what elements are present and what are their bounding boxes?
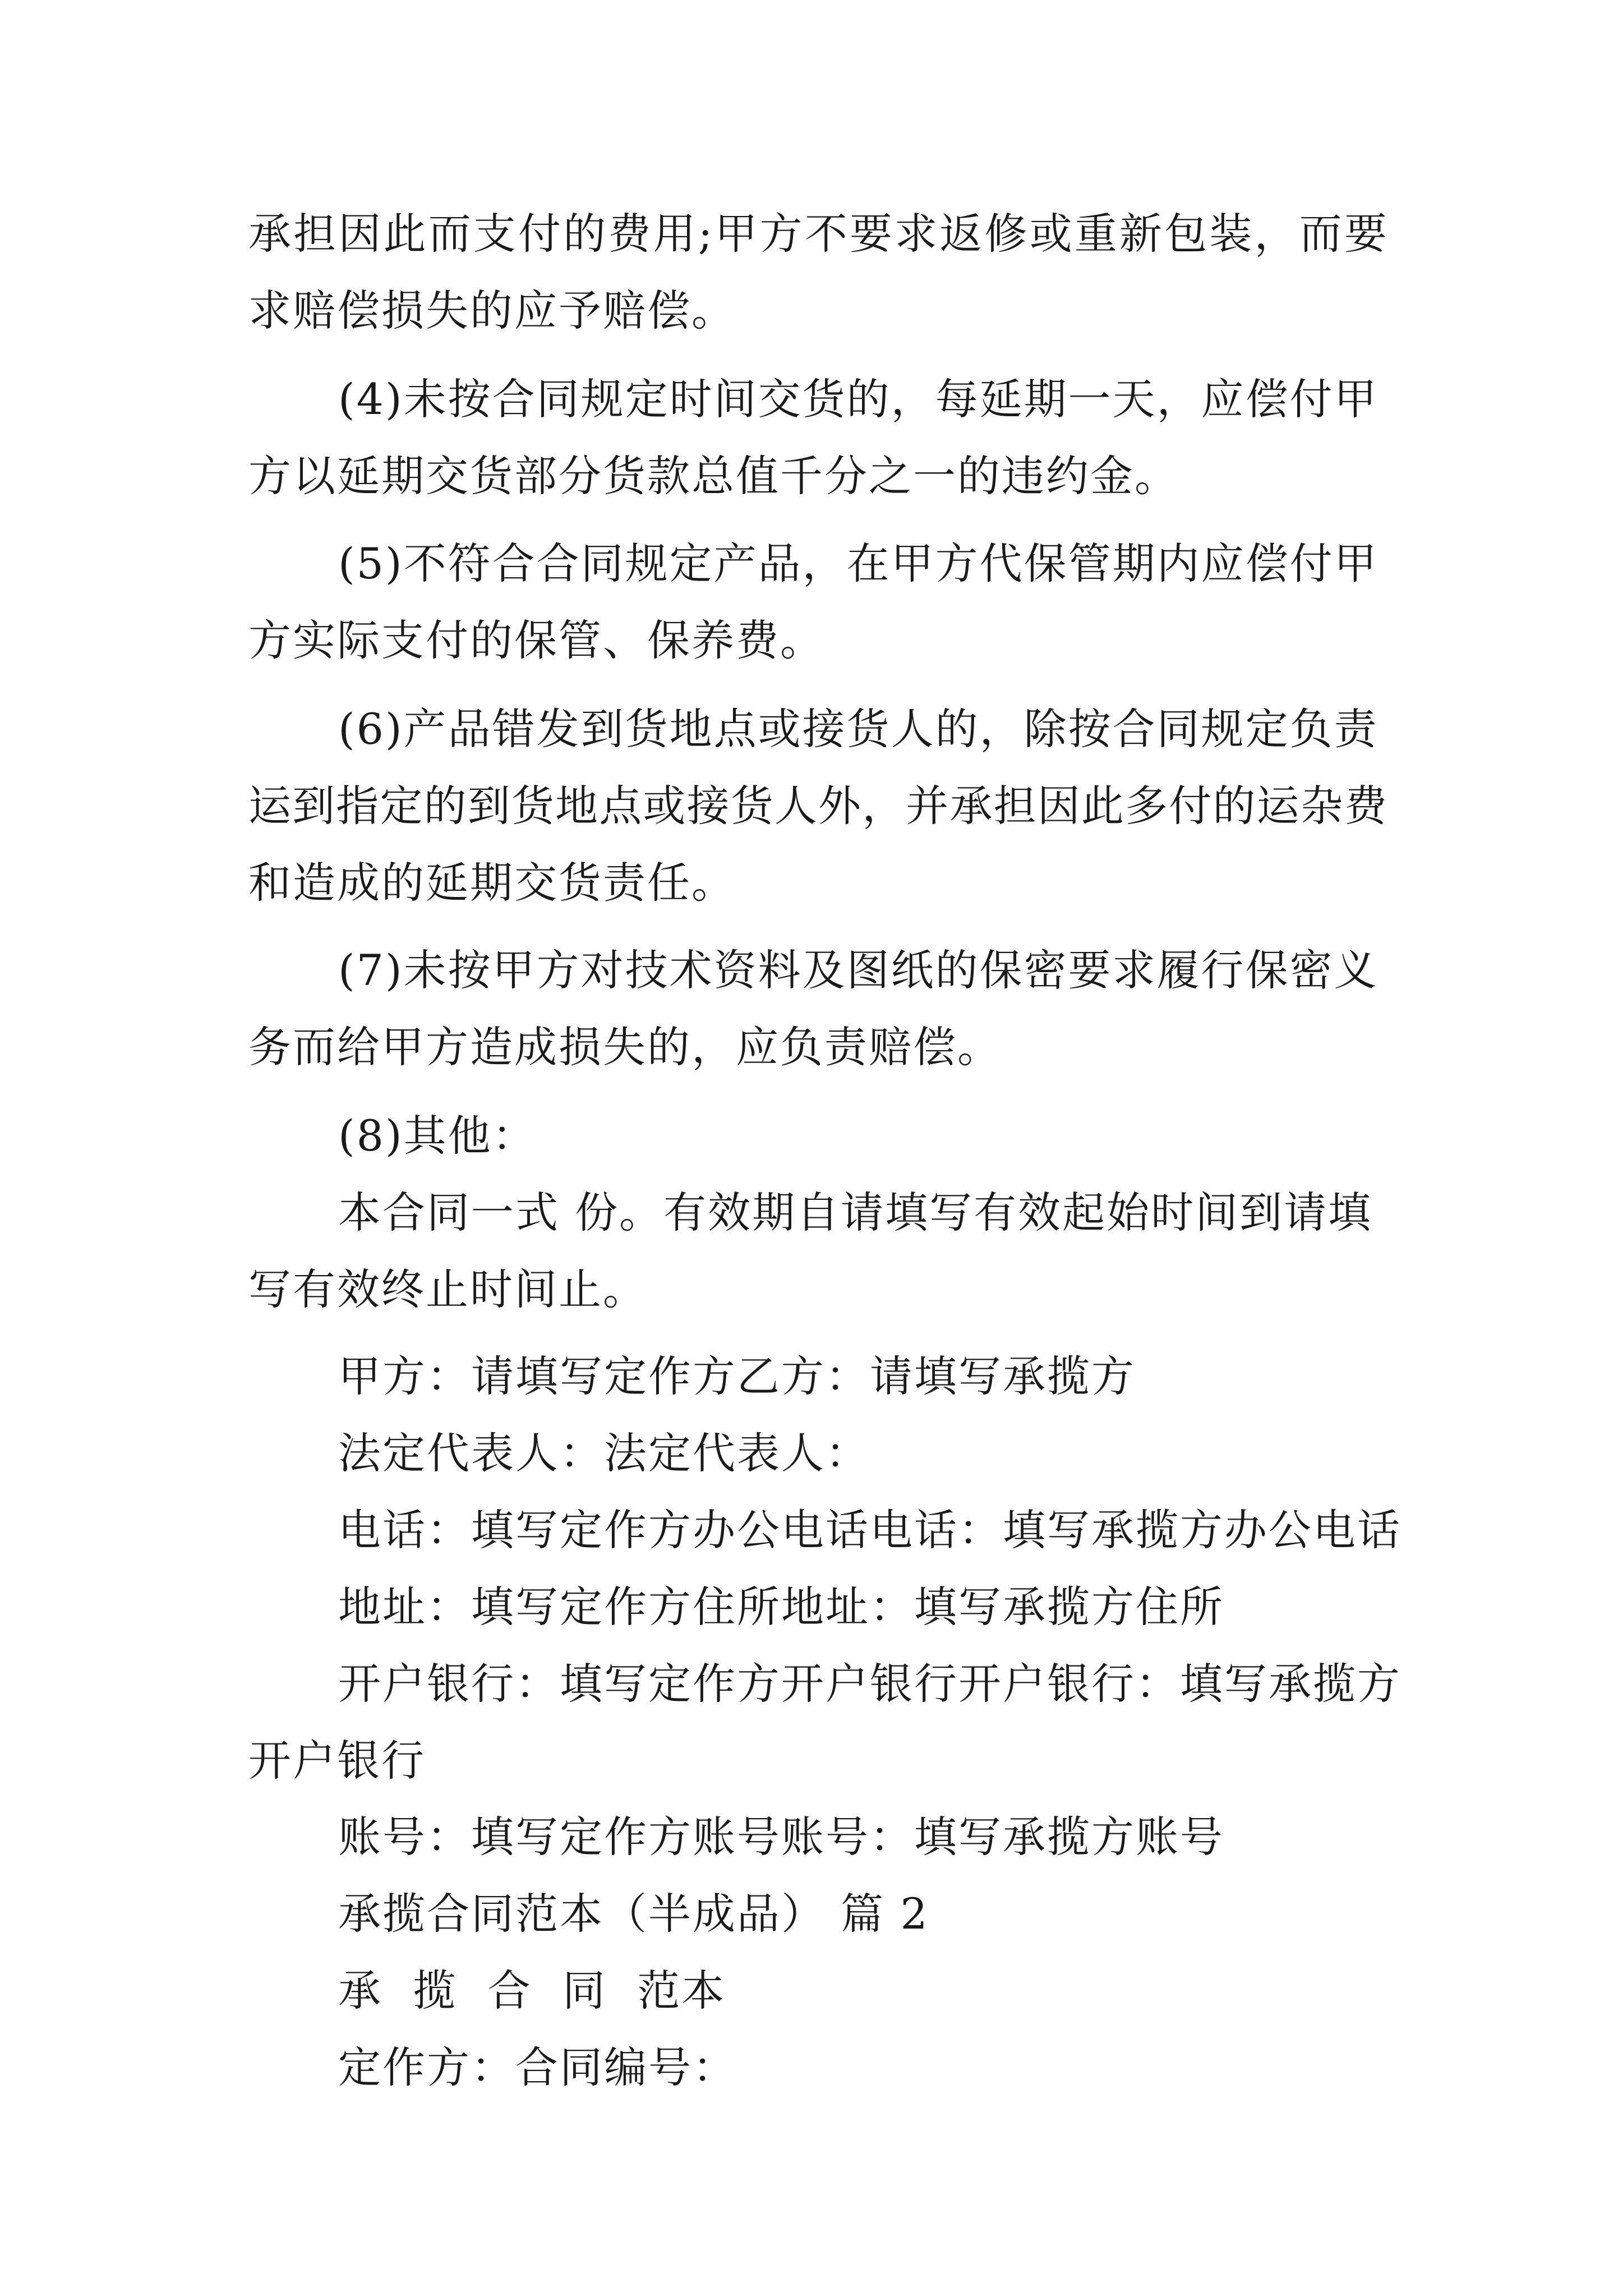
text-line-20: 开户银行 xyxy=(248,1736,426,1786)
text-line-13: 本合同一式 份。有效期自请填写有效起始时间到请填 xyxy=(338,1188,1373,1237)
text-line-24: 定作方：合同编号： xyxy=(338,2042,737,2092)
text-line-17: 电话：填写定作方办公电话电话：填写承揽方办公电话 xyxy=(338,1505,1401,1555)
text-line-14: 写有效终止时间止。 xyxy=(248,1264,647,1314)
text-line-8: 运 到 指 定 的 到 货 地 点 或 接 货 人 外 ， 并 承 担 因 此 多 付 的 运 杂 费 xyxy=(248,781,1387,831)
text-line-6: 方实际支付的保管、保养费。 xyxy=(248,615,824,665)
text-line-18: 地址：填写定作方住所地址：填写承揽方住所 xyxy=(338,1582,1224,1632)
text-line-15: 甲方：请填写定作方乙方：请填写承揽方 xyxy=(338,1351,1136,1401)
text-line-10: (7)未按甲方对技术资料及图纸的保密要求履行保密义 xyxy=(338,945,1378,995)
text-line-12: (8)其他： xyxy=(338,1111,537,1161)
text-line-19: 开户银行：填写定作方开户银行开户银行：填写承揽方 xyxy=(338,1659,1401,1709)
contract-title: 承 揽 合 同 范本 xyxy=(338,1966,726,2016)
text-line-3: (4)未按合同规定时间交货的，每延期一天，应偿付甲 xyxy=(338,374,1378,424)
text-line-16: 法定代表人：法定代表人： xyxy=(338,1428,870,1478)
text-line-2: 求赔偿损失的应予赔偿。 xyxy=(248,286,736,335)
section-heading: 承揽合同范本（半成品） 篇 2 xyxy=(338,1889,929,1939)
text-line-9: 和造成的延期交货责任。 xyxy=(248,858,736,908)
text-line-4: 方以延期交货部分货款总值千分之一的违约金。 xyxy=(248,451,1179,501)
text-line-7: (6)产品错发到货地点或接货人的，除按合同规定负责 xyxy=(338,704,1378,754)
text-line-11: 务而给甲方造成损失的，应负责赔偿。 xyxy=(248,1022,1002,1072)
text-line-21: 账号：填写定作方账号账号：填写承揽方账号 xyxy=(338,1812,1224,1862)
text-line-5: (5)不符合合同规定产品，在甲方代保管期内应偿付甲 xyxy=(338,539,1378,588)
text-line-1: 承 担 因 此 而 支 付 的 费 用 ; 甲 方 不 要 求 返 修 或 重 新 包 装 ， 而 要 xyxy=(248,209,1387,259)
